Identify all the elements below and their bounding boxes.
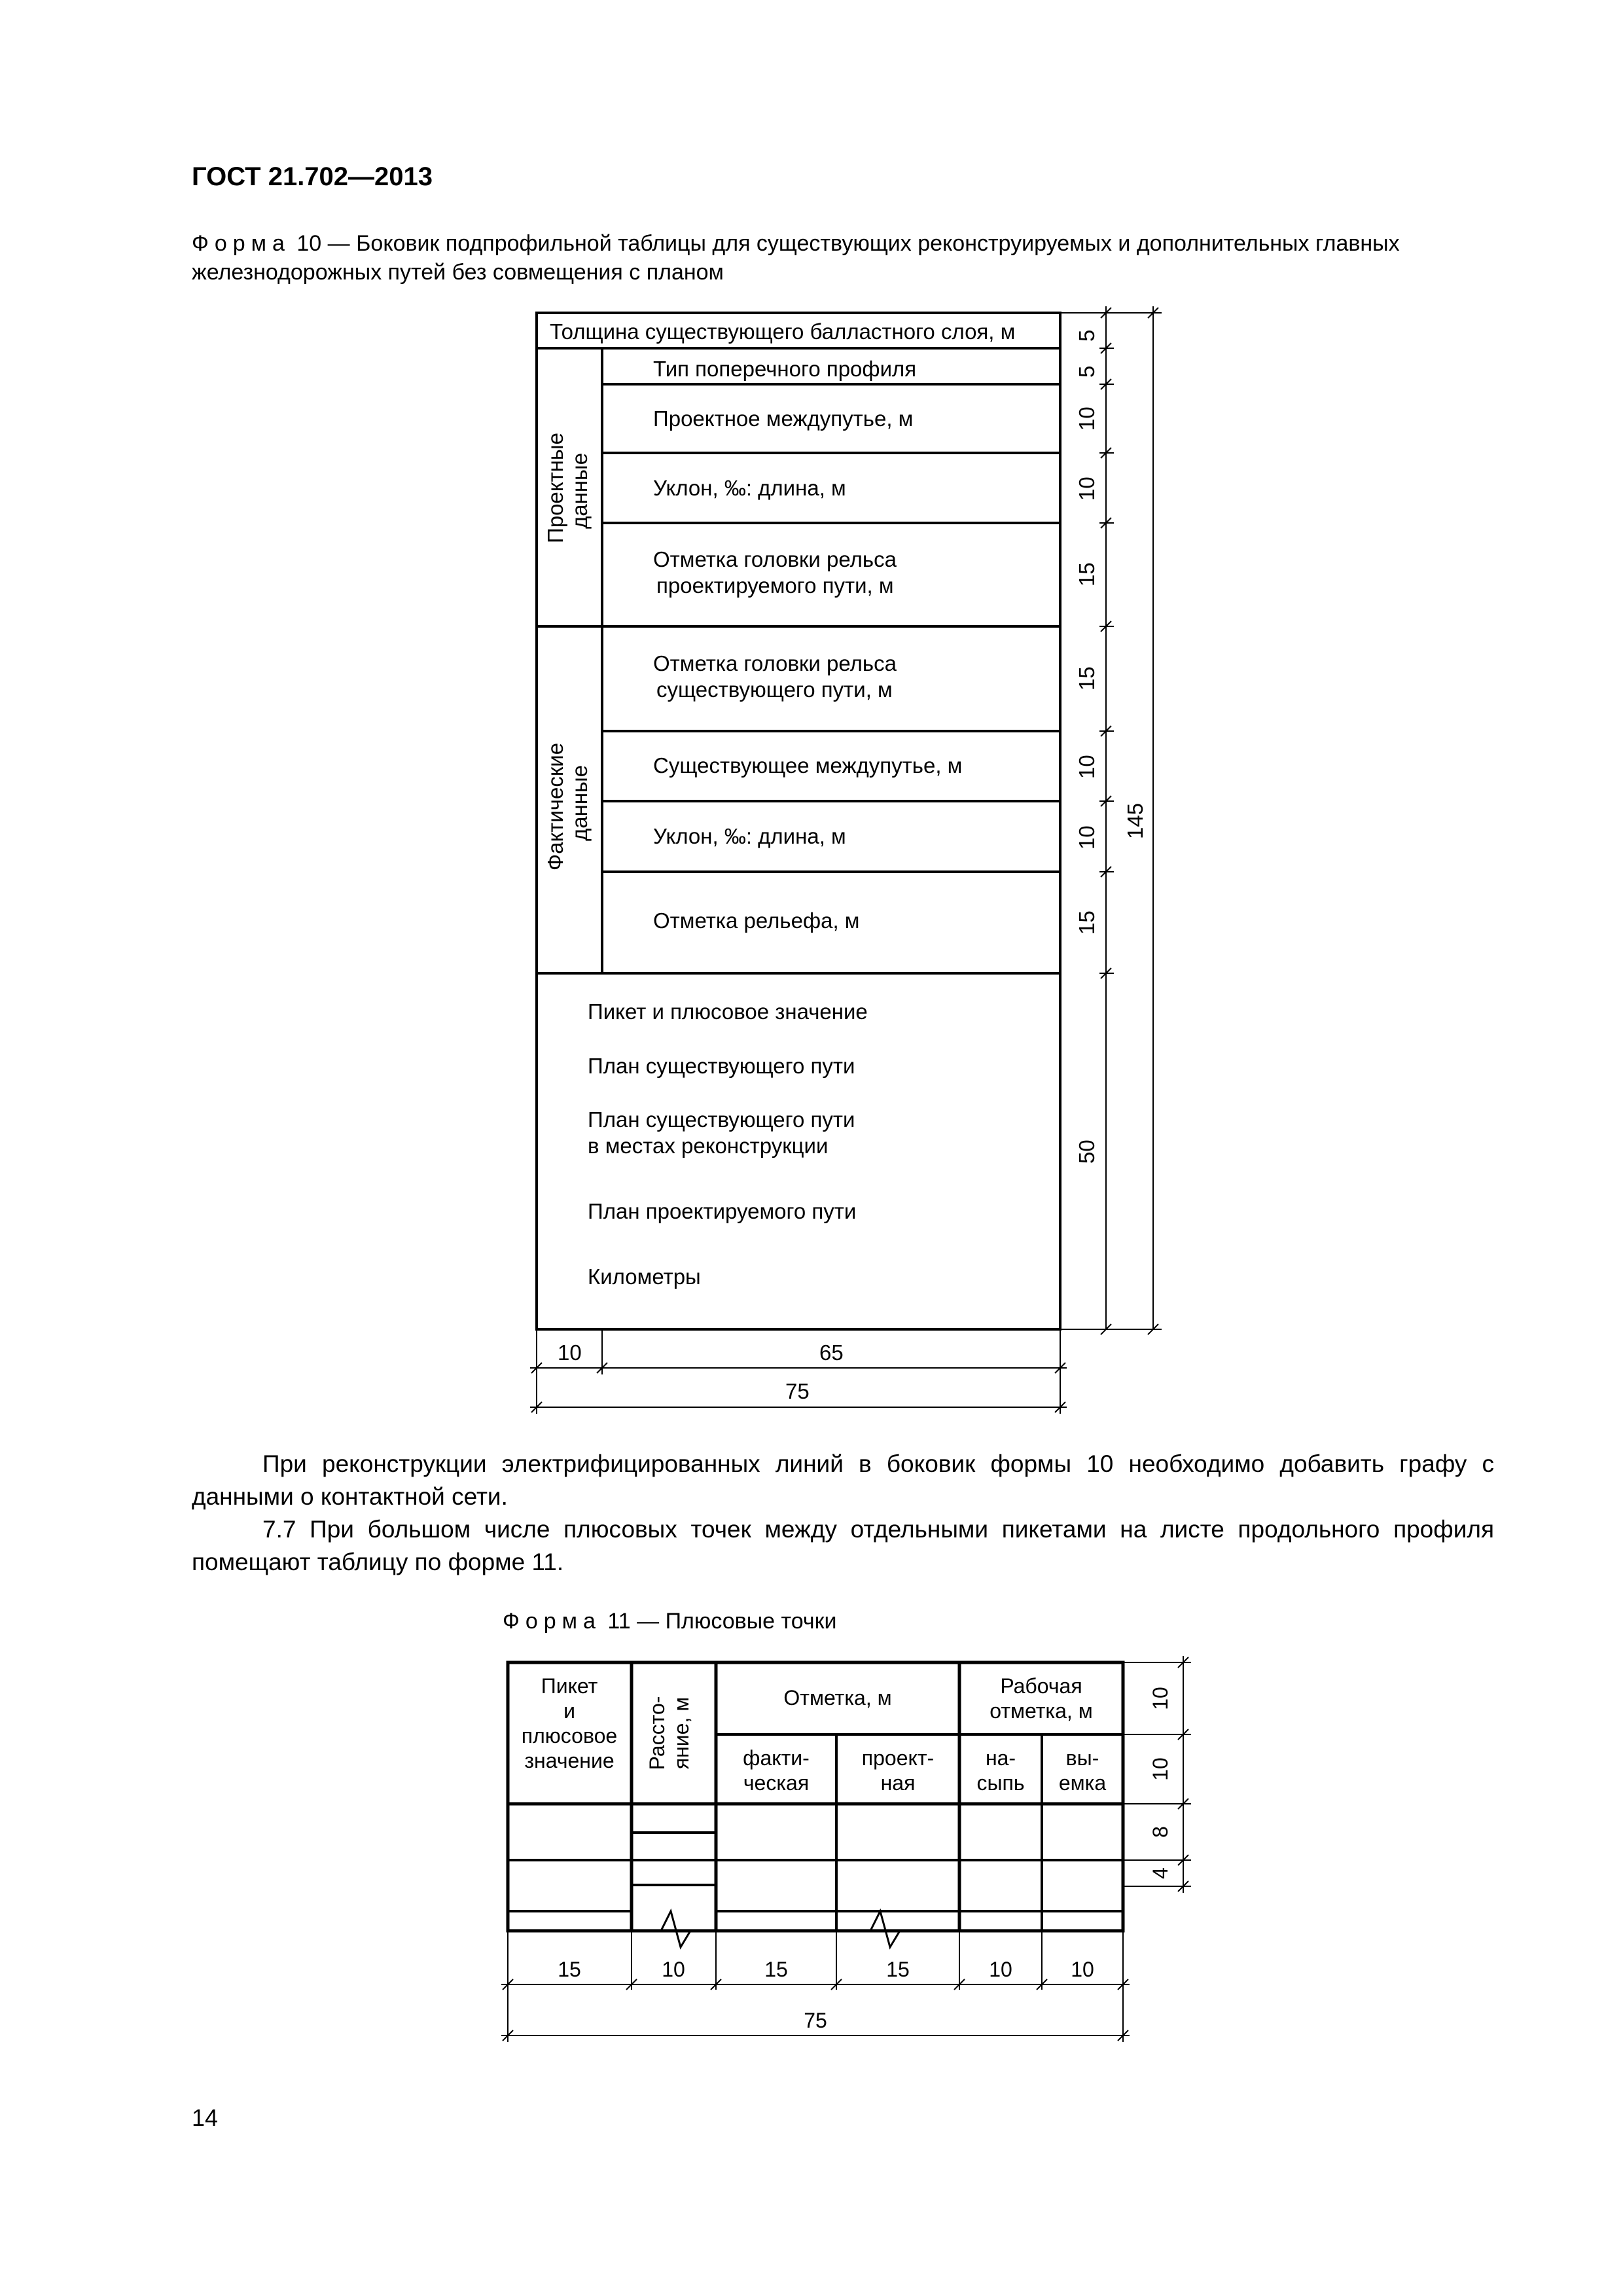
form11-header-cut-1: вы- xyxy=(1065,1746,1099,1770)
page-number: 14 xyxy=(192,2104,219,2131)
form11-height-4: 4 xyxy=(1149,1867,1172,1879)
form11-width-5: 10 xyxy=(989,1958,1012,1981)
form10-height-1: 5 xyxy=(1075,365,1099,378)
form10-group-projected-line1: Проектные xyxy=(543,433,567,543)
form10-group-projected-line2: данные xyxy=(567,452,592,529)
form10-projected-row-1: Тип поперечного профиля xyxy=(653,357,917,381)
form11-header-picket-1: Пикет xyxy=(541,1674,598,1698)
form11-header-distance-2: яние, м xyxy=(669,1696,693,1770)
form10-projected-row-3: Уклон, ‰: длина, м xyxy=(653,476,846,500)
form10-actual-row-1-line2: существующего пути, м xyxy=(656,677,893,702)
form11-caption-text: 11 — Плюсовые точки xyxy=(601,1609,837,1634)
form10-bottom-item-6: Километры xyxy=(588,1265,701,1289)
form11-header-distance-1: Рассто- xyxy=(645,1696,669,1770)
form11-header-cut-2: емка xyxy=(1058,1771,1107,1795)
form10-height-3: 10 xyxy=(1075,476,1099,501)
form10-group-actual-line1: Фактические xyxy=(543,742,567,870)
form10-height-ballast: 5 xyxy=(1075,329,1099,342)
form10-height-8: 15 xyxy=(1075,910,1099,935)
form10-bottom-item-2: План существующего пути xyxy=(588,1054,855,1078)
document-header: ГОСТ 21.702—2013 xyxy=(192,162,433,191)
form10-width-total: 75 xyxy=(785,1379,810,1403)
form11-width-6: 10 xyxy=(1071,1958,1094,1981)
form10-projected-row-4-line2: проектируемого пути, м xyxy=(656,573,894,598)
form10-height-bottom: 50 xyxy=(1075,1139,1099,1164)
form11-header-mark-actual-1: факти- xyxy=(743,1746,810,1770)
form10-height-5: 15 xyxy=(1075,666,1099,691)
form10-bottom-item-1: Пикет и плюсовое значение xyxy=(588,999,868,1024)
form10-projected-row-2: Проектное междупутье, м xyxy=(653,406,914,431)
form11-caption-word: Форма xyxy=(503,1609,601,1634)
form11-width-total: 75 xyxy=(804,2009,827,2032)
form11-header-picket-4: значение xyxy=(524,1749,615,1772)
form11-width-1: 15 xyxy=(558,1958,581,1981)
form10-actual-row-1-line1: Отметка головки рельса xyxy=(653,651,897,675)
form10-actual-row-3: Уклон, ‰: длина, м xyxy=(653,824,846,848)
form10-height-2: 10 xyxy=(1075,406,1099,431)
form10-height-4: 15 xyxy=(1075,562,1099,586)
form10-bottom-item-5: План проектируемого пути xyxy=(588,1199,857,1223)
form11-height-2: 10 xyxy=(1149,1757,1172,1781)
form11-header-picket-2: и xyxy=(563,1699,575,1723)
form11-width-2: 10 xyxy=(662,1958,685,1981)
form10-actual-row-4: Отметка рельефа, м xyxy=(653,908,860,933)
form11-header-work-1: Рабочая xyxy=(1000,1674,1082,1698)
form11-height-3: 8 xyxy=(1149,1826,1172,1838)
form10-actual-row-2: Существующее междупутье, м xyxy=(653,753,963,778)
form11-header-mark: Отметка, м xyxy=(783,1686,892,1710)
form10-bottom-item-4: в местах реконструкции xyxy=(588,1134,829,1158)
form11-header-mark-project-2: ная xyxy=(880,1771,916,1795)
form11-header-fill-2: сыпь xyxy=(976,1771,1025,1795)
form11-header-fill-1: на- xyxy=(985,1746,1016,1770)
paragraph-1: При реконструкции электрифицированных линий в боковик формы 10 необходимо добавить графу с данными о контактной сети. xyxy=(192,1450,1494,1510)
form11-header-work-2: отметка, м xyxy=(990,1699,1093,1723)
form11-height-1: 10 xyxy=(1149,1687,1172,1710)
form11-header-picket-3: плюсовое xyxy=(521,1724,618,1748)
form10-width-2: 65 xyxy=(819,1340,844,1365)
form10-caption-word: Форма xyxy=(192,231,291,256)
form11-width-3: 15 xyxy=(764,1958,788,1981)
form10-bottom-item-3: План существующего пути xyxy=(588,1107,855,1132)
form11-header-mark-project-1: проект- xyxy=(861,1746,935,1770)
form10-caption-text: 10 — Боковик подпрофильной таблицы для существующих реконструируемых и дополнительных главных железнодорожных путей без совмещения с планом xyxy=(192,231,1400,285)
paragraph-2: 7.7 При большом числе плюсовых точек между отдельными пикетами на листе продольного профиля помещают таблицу по форме 11. xyxy=(192,1516,1494,1575)
form10-height-6: 10 xyxy=(1075,755,1099,779)
form10-ballast-label: Толщина существующего балластного слоя, м xyxy=(550,319,1016,344)
form10-height-total: 145 xyxy=(1123,802,1147,839)
form10-height-7: 10 xyxy=(1075,825,1099,850)
form10-group-actual-line2: данные xyxy=(567,764,592,841)
form11-width-4: 15 xyxy=(886,1958,910,1981)
form10-projected-row-4-line1: Отметка головки рельса xyxy=(653,547,897,571)
form11-header-mark-actual-2: ческая xyxy=(743,1771,810,1795)
form10-width-1: 10 xyxy=(558,1340,582,1365)
